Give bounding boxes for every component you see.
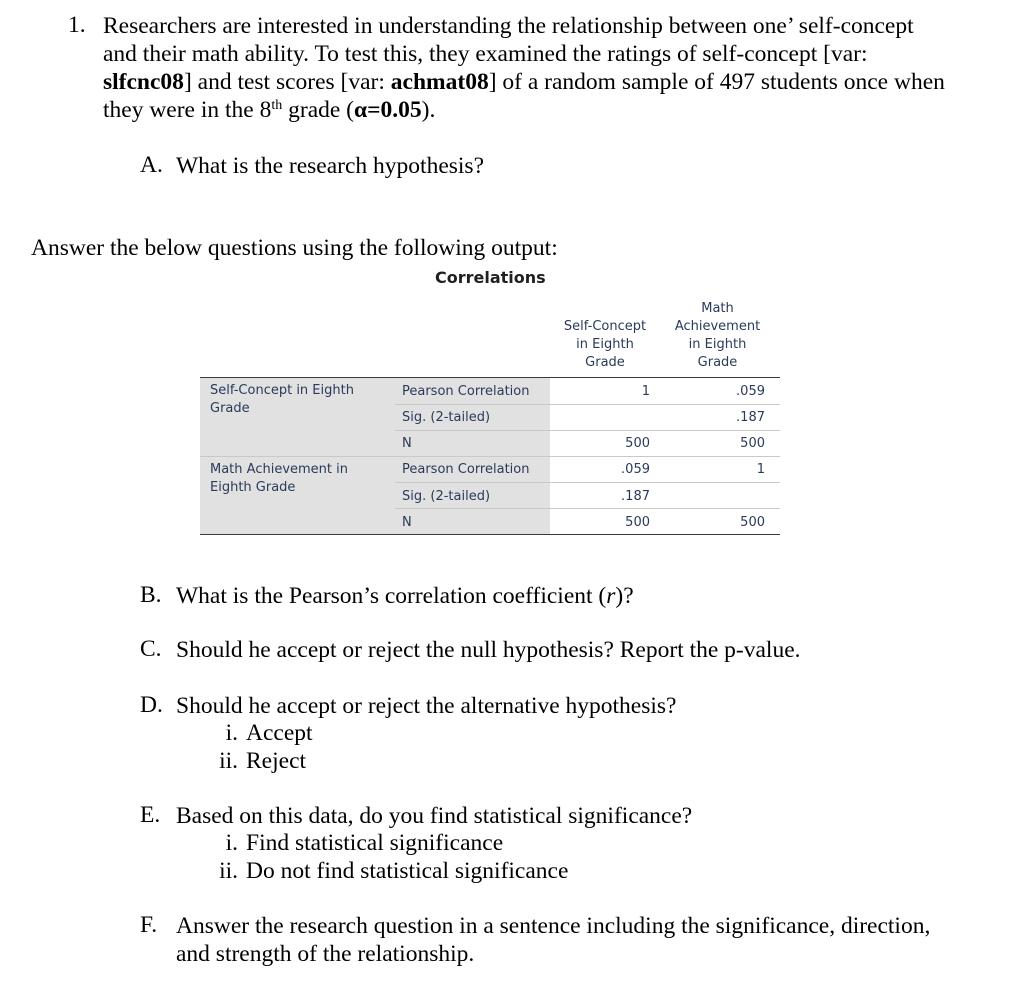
- stat-label: N: [402, 515, 412, 530]
- variable-name: achmat08: [390, 69, 489, 95]
- table-cell: .059: [621, 462, 650, 477]
- row-group-label: Math Achievement in Eighth Grade: [210, 462, 348, 495]
- table-cell: 500: [625, 436, 650, 451]
- stat-label: Pearson Correlation: [402, 384, 530, 399]
- table-title: Correlations: [435, 268, 546, 287]
- question-line: they were in the 8th grade (α=0.05).: [103, 97, 436, 123]
- stat-label: Pearson Correlation: [402, 462, 530, 477]
- stat-label: Sig. (2-tailed): [402, 410, 491, 425]
- question-1-text: [103, 12, 945, 124]
- row-divider: [395, 482, 780, 483]
- table-cell: 500: [625, 515, 650, 530]
- table-cell: .059: [736, 384, 765, 399]
- table-cell: 500: [740, 436, 765, 451]
- question-number: 1.: [68, 12, 86, 38]
- row-divider: [395, 508, 780, 509]
- question-line: slfcnc08] and test scores [var: achmat08] of a random sample of 497 students once when: [103, 69, 945, 95]
- r-symbol: r: [606, 583, 616, 609]
- row-group-label: Self-Concept in Eighth Grade: [210, 383, 354, 416]
- alpha-level: α=0.05: [354, 97, 422, 123]
- column-header-math-achievement: Math Achievement in Eighth Grade: [674, 301, 761, 370]
- table-bottom-rule: [200, 534, 780, 535]
- group-divider: [200, 456, 780, 457]
- correlations-table: [200, 296, 780, 536]
- table-top-rule: [200, 377, 780, 378]
- table-cell: .187: [621, 489, 650, 504]
- table-cell: 500: [740, 515, 765, 530]
- table-cell: 1: [641, 384, 650, 399]
- stat-label: Sig. (2-tailed): [402, 489, 491, 504]
- row-divider: [395, 404, 780, 405]
- table-cell: .187: [736, 410, 765, 425]
- variable-name: slfcnc08: [103, 69, 184, 95]
- question-line: Researchers are interested in understanding the relationship between one’ self-concept: [103, 13, 914, 39]
- table-cell: 1: [756, 462, 765, 477]
- column-header-self-concept: Self-Concept in Eighth Grade: [563, 319, 647, 370]
- intro-text: Answer the below questions using the following output:: [31, 235, 558, 261]
- question-line: and their math ability. To test this, they examined the ratings of self-concept [var:: [103, 41, 868, 67]
- row-divider: [395, 430, 780, 431]
- stat-label: N: [402, 436, 412, 451]
